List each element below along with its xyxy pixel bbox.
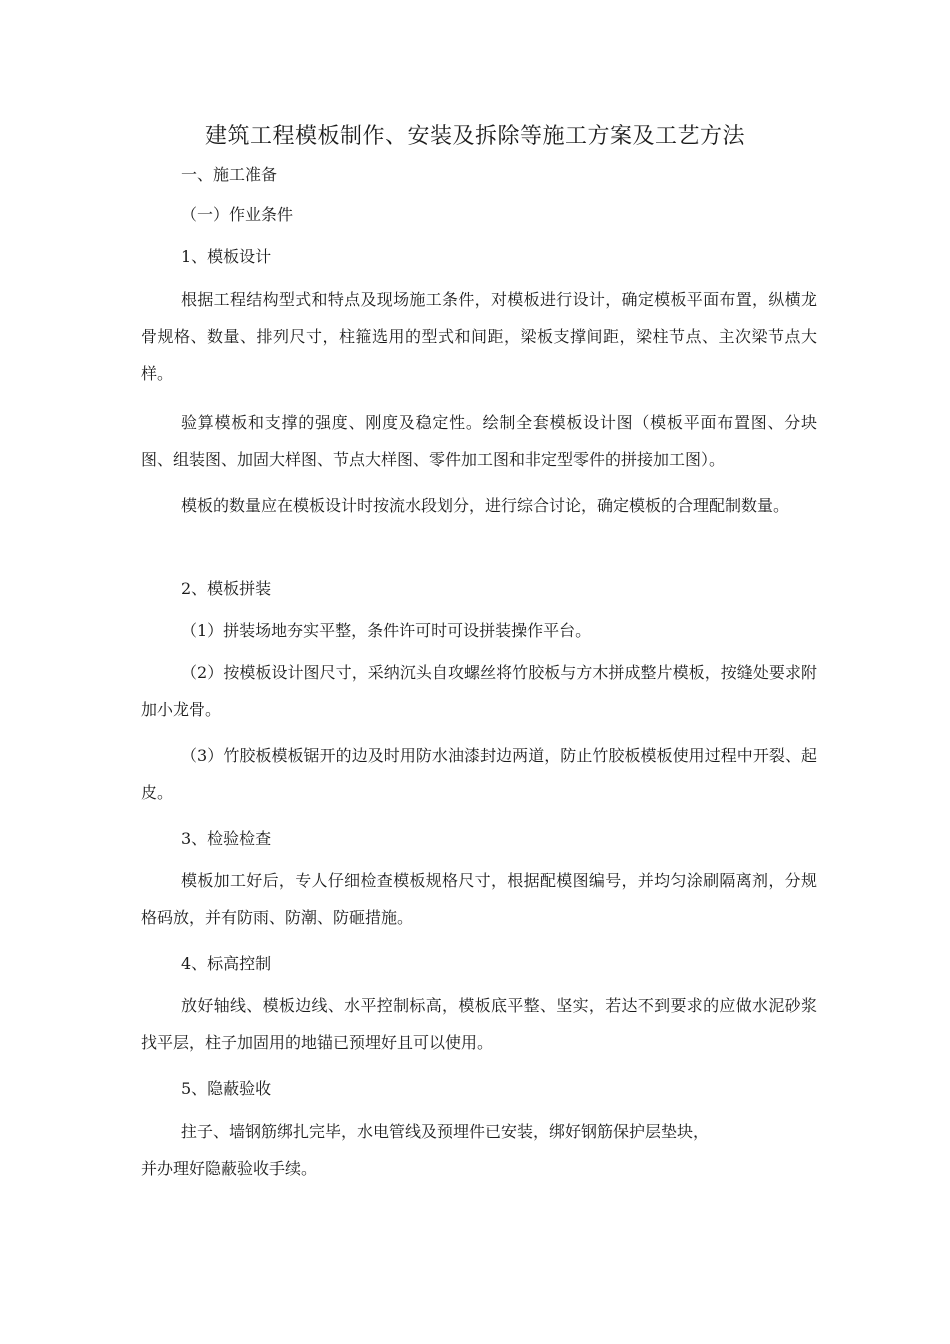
paragraph-strength-check: 验算模板和支撑的强度、刚度及稳定性。绘制全套模板设计图（模板平面布置图、分块图、组装图、加固大样图、节点大样图、零件加工图和非定型零件的拼接加工图）。 [141,413,817,469]
paragraph-assembly-1: （1）拼装场地夯实平整，条件许可时可设拼装操作平台。 [181,621,592,640]
document-title: 建筑工程模板制作、安装及拆除等施工方案及工艺方法 [204,124,745,149]
heading-section-1: 一、施工准备 [181,165,278,184]
heading-item-2: 2、模板拼装 [181,579,272,598]
paragraph-concealed-acceptance-line-1: 拄子、墙钢筋绑扎完毕，水电管线及预埋件已安装，绑好钢筋保护层垫块， [181,1122,710,1141]
paragraph-elevation-control: 放好轴线、模板边线、水平控制标高，模板底平整、坚实，若达不到要求的应做水泥砂浆找平层，柱子加固用的地锚已预埋好且可以使用。 [141,996,817,1052]
heading-item-5: 5、隐蔽验收 [181,1079,272,1098]
paragraph-concealed-acceptance-line-2: 并办理好隐蔽验收手续。 [141,1159,318,1178]
paragraph-assembly-3: （3）竹胶板模板锯开的边及时用防水油漆封边两道，防止竹胶板模板使用过程中开裂、起皮。 [141,746,817,802]
paragraph-template-design: 根据工程结构型式和特点及现场施工条件，对模板进行设计，确定模板平面布置，纵横龙骨规格、数量、排列尺寸，柱箍选用的型式和间距，梁板支撑间距，梁柱节点、主次梁节点大样。 [141,290,817,383]
heading-item-4: 4、标高控制 [181,954,272,973]
paragraph-inspection: 模板加工好后，专人仔细检查模板规格尺寸，根据配模图编号，并均匀涂刷隔离剂，分规格码放，并有防雨、防潮、防砸措施。 [141,871,817,927]
heading-item-1: 1、模板设计 [181,247,272,266]
paragraph-assembly-2: （2）按模板设计图尺寸，采纳沉头自攻螺丝将竹胶板与方木拼成整片模板，按缝处要求附加小龙骨。 [141,663,817,719]
heading-subsection-1: （一）作业条件 [181,205,294,224]
paragraph-template-quantity: 模板的数量应在模板设计时按流水段划分，进行综合讨论，确定模板的合理配制数量。 [181,496,790,515]
heading-item-3: 3、检验检查 [181,829,272,848]
